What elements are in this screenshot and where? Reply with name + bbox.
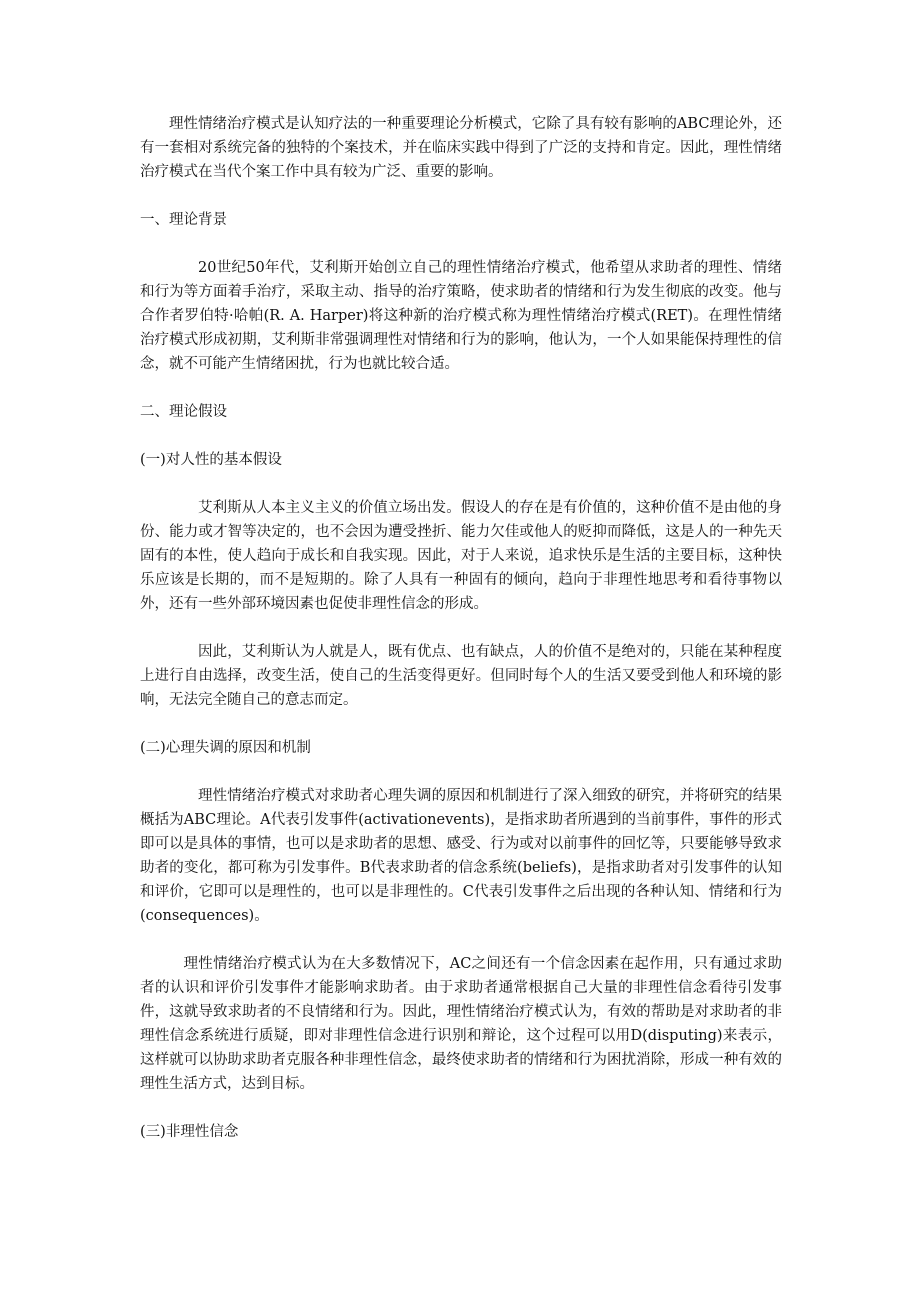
subsection-heading-irrational-beliefs: (三)非理性信念 bbox=[140, 1124, 239, 1140]
subsection-heading-disorder-causes: (二)心理失调的原因和机制 bbox=[140, 740, 311, 756]
document-page bbox=[140, 112, 782, 1144]
section-heading-background: 一、理论背景 bbox=[140, 212, 227, 228]
intro-paragraph: 理性情绪治疗模式是认知疗法的一种重要理论分析模式，它除了具有较有影响的ABC理论外，还有一套相对系统完备的独特的个案技术，并在临床实践中得到了广泛的支持和肯定。因此，理性情绪治疗模式在当代个案工作中具有较为广泛、重要的影响。 bbox=[140, 116, 782, 180]
human-nature-paragraph-2: 因此，艾利斯认为人就是人，既有优点、也有缺点，人的价值不是绝对的，只能在某种程度上进行自由选择，改变生活，使自己的生活变得更好。但同时每个人的生活又要受到他人和环境的影响，无法完全随自己的意志而定。 bbox=[140, 644, 782, 708]
disputing-paragraph: 理性情绪治疗模式认为在大多数情况下，AC之间还有一个信念因素在起作用，只有通过求助者的认识和评价引发事件才能影响求助者。由于求助者通常根据自己大量的非理性信念看待引发事件，这就导致求助者的不良情绪和行为。因此，理性情绪治疗模式认为，有效的帮助是对求助者的非理性信念系统进行质疑，即对非理性信念进行识别和辩论，这个过程可以用D(disputing)来表示，这样就可以协助求助者克服各种非理性信念，最终使求助者的情绪和行为困扰消除，形成一种有效的理性生活方式，达到目标。 bbox=[140, 956, 782, 1092]
abc-theory-paragraph: 理性情绪治疗模式对求助者心理失调的原因和机制进行了深入细致的研究，并将研究的结果概括为ABC理论。A代表引发事件(activationevents)，是指求助者所遇到的当前事件，事件的形式即可以是具体的事情，也可以是求助者的思想、感受、行为或对以前事件的回忆等，只要能够导致求助者的变化，都可称为引发事件。B代表求助者的信念系统(beliefs)，是指求助者对引发事件的认知和评价，它即可以是理性的，也可以是非理性的。C代表引发事件之后出现的各种认知、情绪和行为(consequences)。 bbox=[140, 788, 782, 924]
subsection-heading-human-nature: (一)对人性的基本假设 bbox=[140, 452, 282, 468]
section-heading-assumptions: 二、理论假设 bbox=[140, 404, 227, 420]
human-nature-paragraph-1: 艾利斯从人本主义主义的价值立场出发。假设人的存在是有价值的，这种价值不是由他的身份、能力或才智等决定的，也不会因为遭受挫折、能力欠佳或他人的贬抑而降低，这是人的一种先天固有的本性，使人趋向于成长和自我实现。因此，对于人来说，追求快乐是生活的主要目标，这种快乐应该是长期的，而不是短期的。除了人具有一种固有的倾向，趋向于非理性地思考和看待事物以外，还有一些外部环境因素也促使非理性信念的形成。 bbox=[140, 500, 782, 612]
background-paragraph: 20世纪50年代，艾利斯开始创立自己的理性情绪治疗模式，他希望从求助者的理性、情绪和行为等方面着手治疗，采取主动、指导的治疗策略，使求助者的情绪和行为发生彻底的改变。他与合作者罗伯特·哈帕(R. A. Harper)将这种新的治疗模式称为理性情绪治疗模式(RET)。在理性情绪治疗模式形成初期，艾利斯非常强调理性对情绪和行为的影响，他认为，一个人如果能保持理性的信念，就不可能产生情绪困扰，行为也就比较合适。 bbox=[140, 260, 782, 372]
